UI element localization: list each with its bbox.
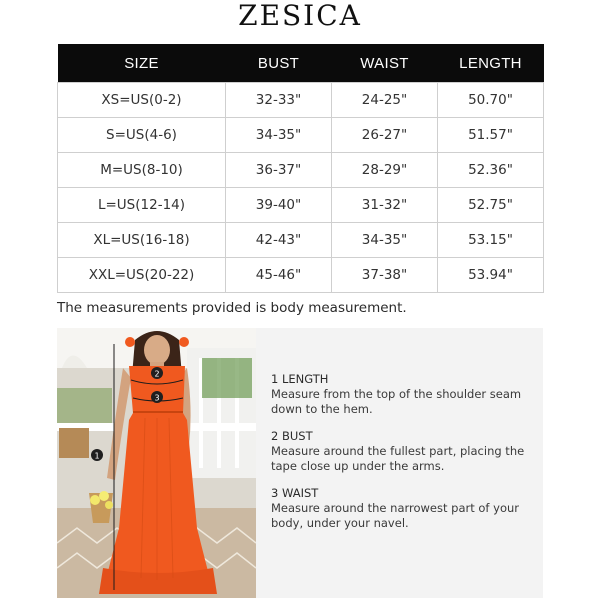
cell-bust: 39-40"	[226, 188, 332, 223]
svg-text:1: 1	[94, 451, 100, 461]
cell-size: XXL=US(20-22)	[58, 258, 226, 293]
cell-length: 53.15"	[438, 223, 544, 258]
cell-bust: 34-35"	[226, 118, 332, 153]
table-row	[58, 258, 544, 293]
cell-waist: 26-27"	[332, 118, 438, 153]
cell-length: 53.94"	[438, 258, 544, 293]
table-header-row	[58, 44, 544, 83]
cell-size: L=US(12-14)	[58, 188, 226, 223]
measurement-note: The measurements provided is body measurement.	[57, 300, 407, 316]
cell-waist: 37-38"	[332, 258, 438, 293]
cell-size: XL=US(16-18)	[58, 223, 226, 258]
cell-bust: 36-37"	[226, 153, 332, 188]
cell-waist: 31-32"	[332, 188, 438, 223]
header-size: SIZE	[58, 44, 226, 83]
guide-waist	[271, 486, 531, 531]
guide-waist-title: 3 WAIST	[271, 486, 319, 500]
measurement-guide	[271, 372, 531, 543]
marker-waist	[151, 391, 163, 403]
guide-bust-text: Measure around the fullest part, placing the tape close up under the arms.	[271, 444, 525, 473]
cell-size: XS=US(0-2)	[58, 83, 226, 118]
cell-bust: 32-33"	[226, 83, 332, 118]
cell-bust: 45-46"	[226, 258, 332, 293]
header-length: LENGTH	[438, 44, 544, 83]
table-row	[58, 223, 544, 258]
measure-guide-panel	[57, 328, 543, 598]
guide-bust	[271, 429, 531, 474]
model-photo	[57, 328, 256, 598]
table-row	[58, 188, 544, 223]
cell-waist: 34-35"	[332, 223, 438, 258]
header-bust: BUST	[226, 44, 332, 83]
header-waist: WAIST	[332, 44, 438, 83]
table-row	[58, 83, 544, 118]
guide-length-text: Measure from the top of the shoulder seam down to the hem.	[271, 387, 522, 416]
brand-logo: ZESICA	[238, 0, 362, 32]
guide-length-title: 1 LENGTH	[271, 372, 329, 386]
marker-length	[91, 449, 103, 461]
cell-bust: 42-43"	[226, 223, 332, 258]
svg-text:2: 2	[154, 369, 160, 379]
cell-length: 52.75"	[438, 188, 544, 223]
cell-length: 51.57"	[438, 118, 544, 153]
cell-waist: 28-29"	[332, 153, 438, 188]
cell-length: 52.36"	[438, 153, 544, 188]
cell-size: M=US(8-10)	[58, 153, 226, 188]
table-row	[58, 153, 544, 188]
size-chart-table	[57, 44, 544, 293]
guide-waist-text: Measure around the narrowest part of your body, under your navel.	[271, 501, 519, 530]
svg-text:3: 3	[154, 393, 160, 403]
guide-length	[271, 372, 531, 417]
cell-waist: 24-25"	[332, 83, 438, 118]
cell-size: S=US(4-6)	[58, 118, 226, 153]
marker-bust	[151, 367, 163, 379]
cell-length: 50.70"	[438, 83, 544, 118]
table-row	[58, 118, 544, 153]
guide-bust-title: 2 BUST	[271, 429, 313, 443]
